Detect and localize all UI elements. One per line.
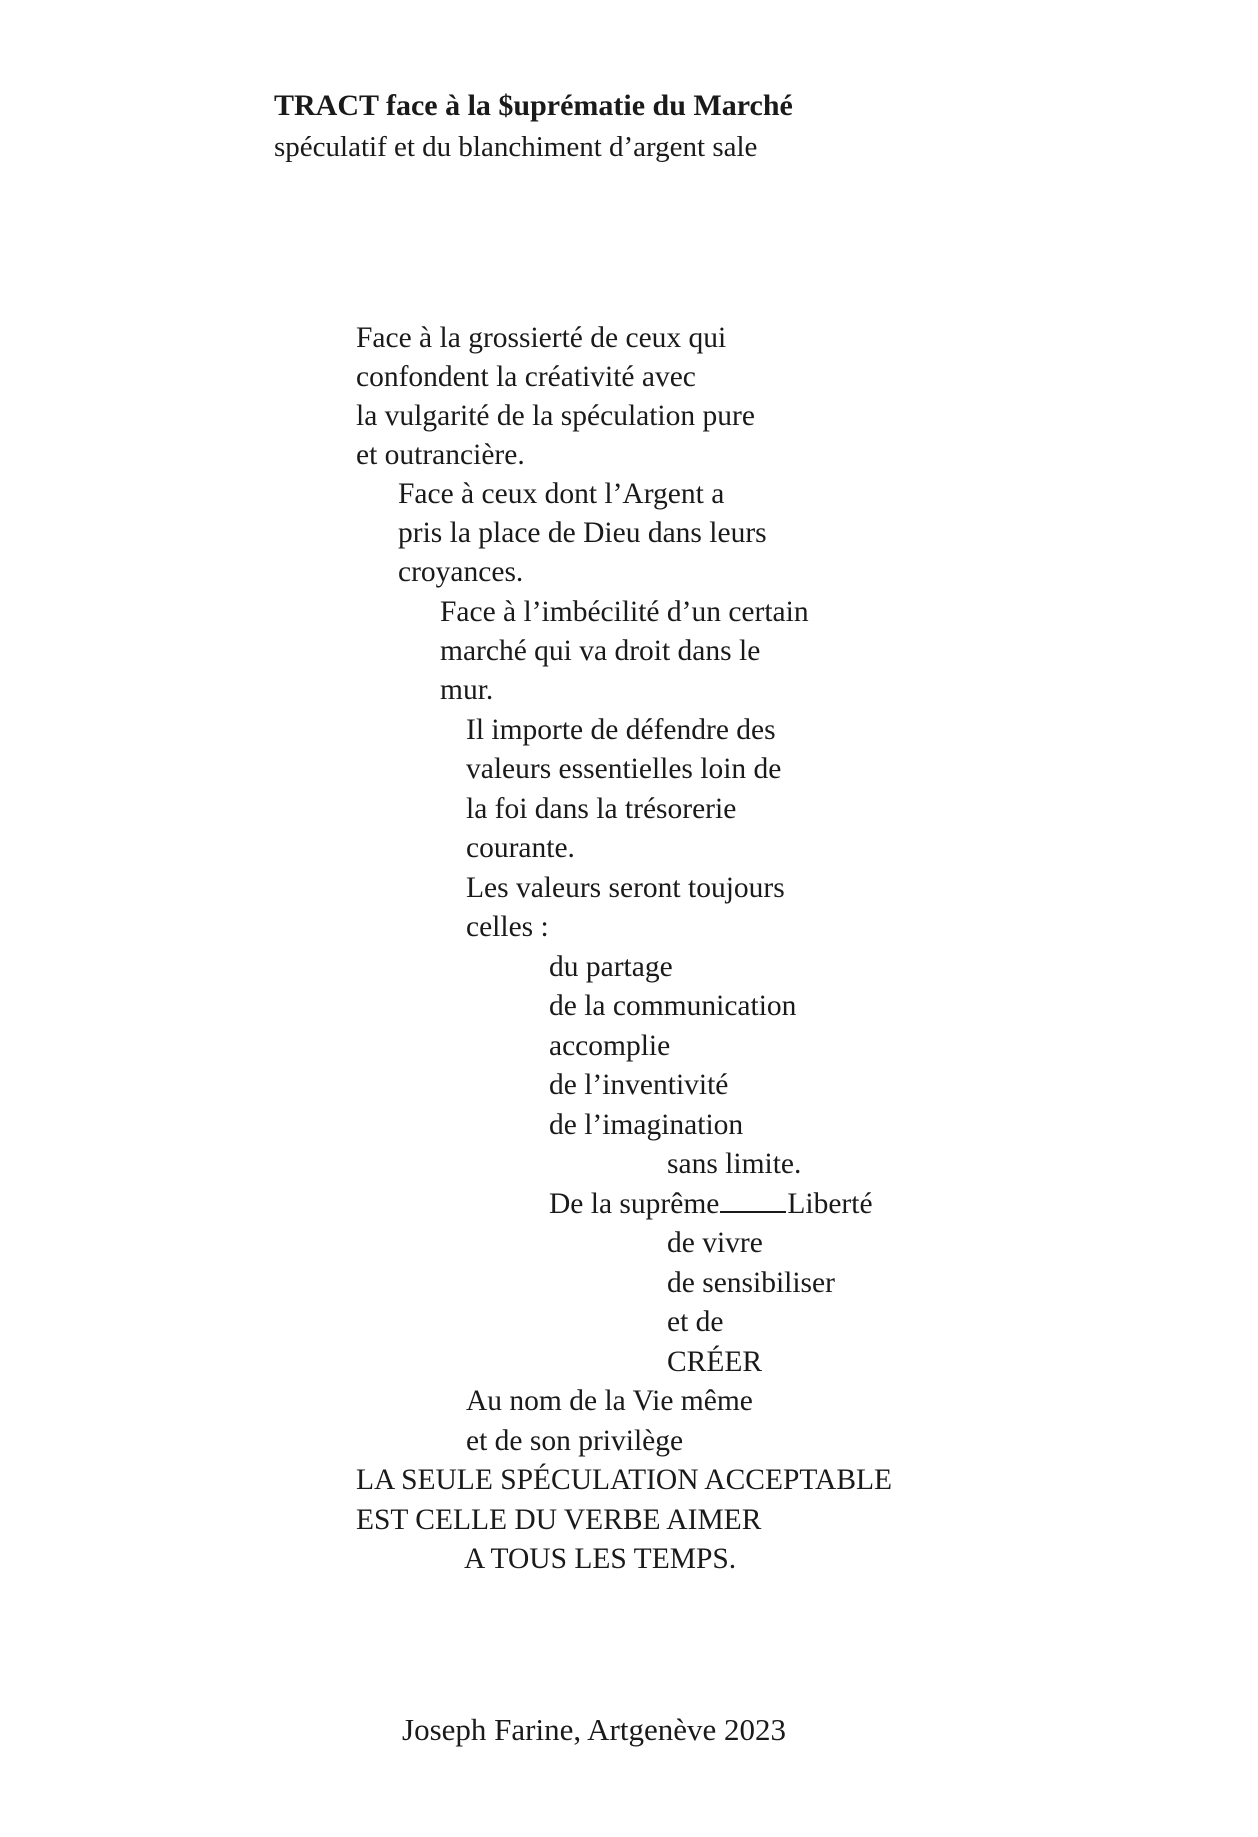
poem-line: Les valeurs seront toujours <box>466 872 785 904</box>
poem-line: et outrancière. <box>356 439 525 471</box>
signature: Joseph Farine, Artgenève 2023 <box>402 1712 786 1747</box>
poem-line-with-blank <box>549 1184 873 1224</box>
poem-line: Face à la grossierté de ceux qui <box>356 322 727 354</box>
poem-line: celles : <box>466 911 549 943</box>
poem-line: la foi dans la trésorerie <box>466 793 737 825</box>
poem-line: mur. <box>440 674 494 706</box>
tract-subtitle: spéculatif et du blanchiment d’argent sale <box>274 131 758 163</box>
poem-line: courante. <box>466 832 575 864</box>
poem-line: marché qui va droit dans le <box>440 635 761 667</box>
blank-rule <box>720 1187 786 1213</box>
poem-line: Face à ceux dont l’Argent a <box>398 478 725 510</box>
poem-line: pris la place de Dieu dans leurs <box>398 517 767 549</box>
tract-title: TRACT face à la $uprématie du Marché <box>274 89 793 122</box>
poem-line: sans limite. <box>667 1148 802 1180</box>
poem-line: Il importe de défendre des <box>466 714 776 746</box>
poem-line: et de son privilège <box>466 1425 684 1457</box>
poem-line: de sensibiliser <box>667 1267 835 1299</box>
poem-line: la vulgarité de la spéculation pure <box>356 400 755 432</box>
poem-line: LA SEULE SPÉCULATION ACCEPTABLE <box>356 1464 893 1496</box>
poem-line: EST CELLE DU VERBE AIMER <box>356 1504 762 1536</box>
poem-line: accomplie <box>549 1030 671 1062</box>
poem-line: A TOUS LES TEMPS. <box>464 1543 737 1575</box>
poem-line: Face à l’imbécilité d’un certain <box>440 596 809 628</box>
poem-line: de la communication <box>549 990 797 1022</box>
poem-line: de vivre <box>667 1227 763 1259</box>
poem-line: et de <box>667 1306 724 1338</box>
poem-line: Au nom de la Vie même <box>466 1385 753 1417</box>
poem-line: valeurs essentielles loin de <box>466 753 782 785</box>
poem-line: de l’imagination <box>549 1109 744 1141</box>
poem-line-start: De la suprême <box>549 1188 720 1220</box>
poem-line: confondent la créativité avec <box>356 361 696 393</box>
poem-line: du partage <box>549 951 673 983</box>
poem-line: croyances. <box>398 556 524 588</box>
poem-line-end: Liberté <box>787 1188 873 1220</box>
poem-line: de l’inventivité <box>549 1069 729 1101</box>
poem-line: CRÉER <box>667 1346 763 1378</box>
